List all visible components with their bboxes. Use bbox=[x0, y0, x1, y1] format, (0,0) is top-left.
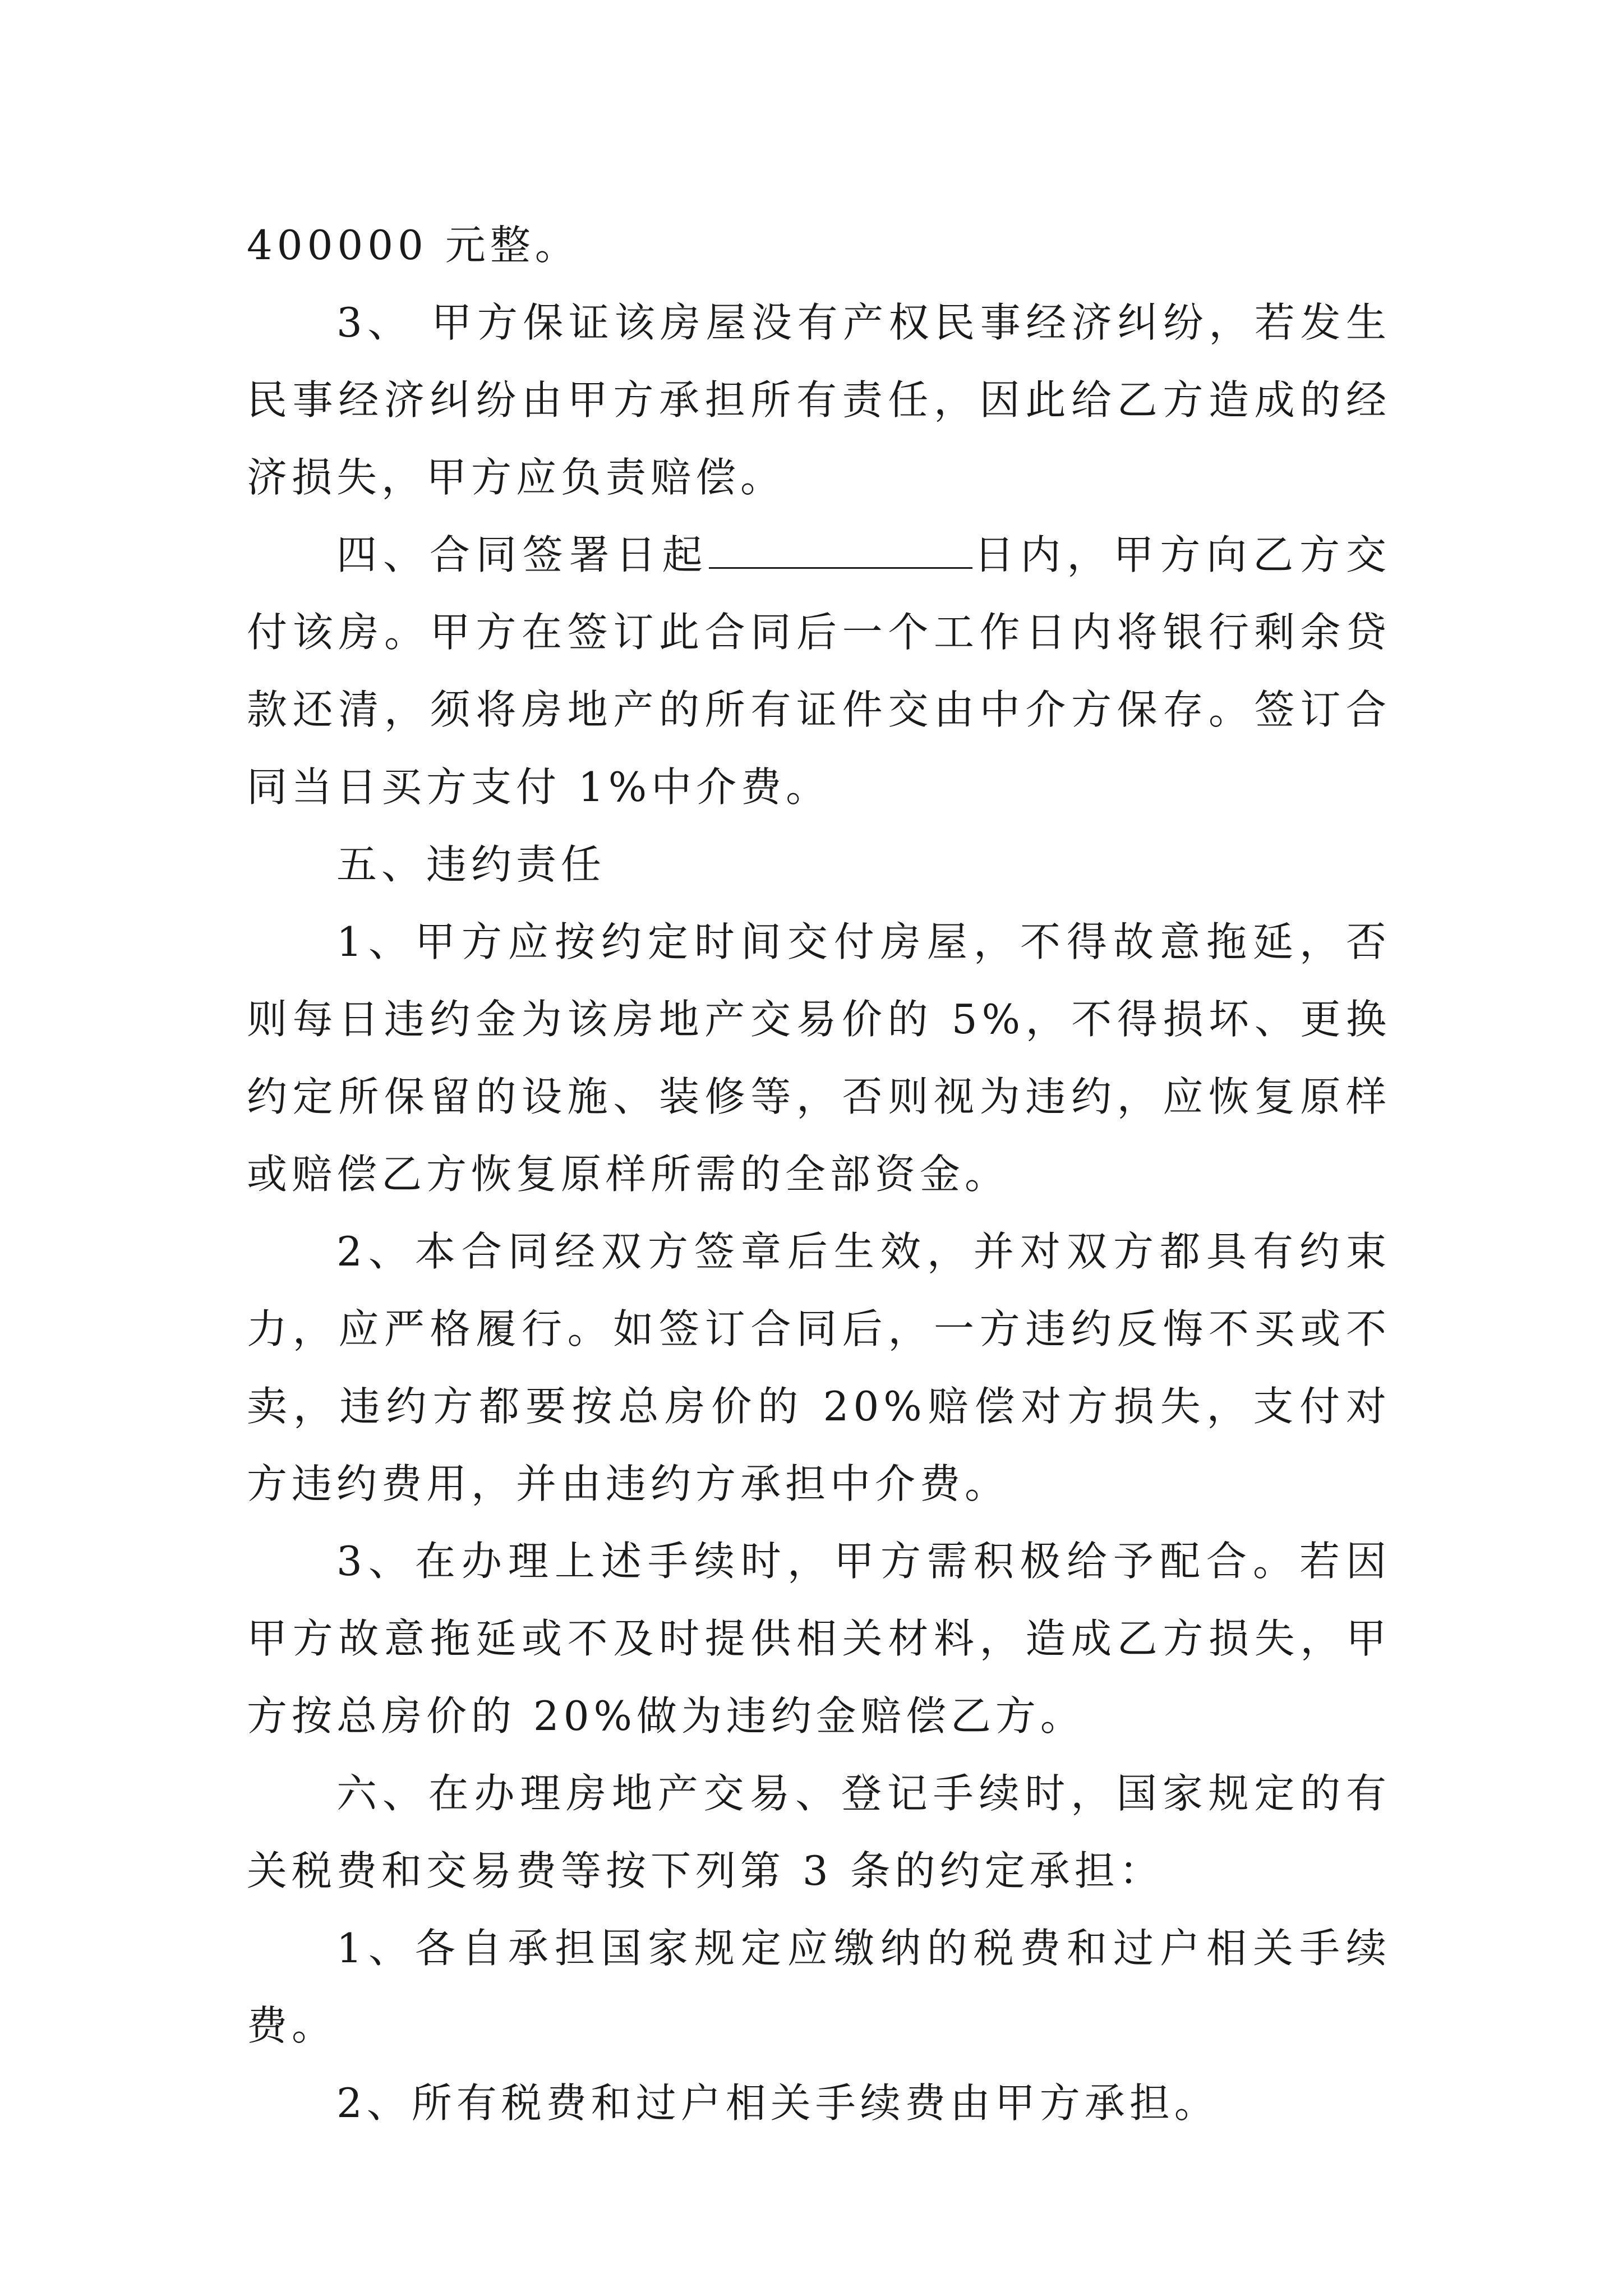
section-5-heading: 五、违约责任 bbox=[336, 841, 606, 888]
paragraph-section-6-fees: 六、在办理房地产交易、登记手续时，国家规定的有关税费和交易费等按下列第 3 条的约定承担： bbox=[247, 1770, 1391, 1894]
paragraph-fees-option-1: 1、各自承担国家规定应缴纳的税费和过户相关手续费。 bbox=[247, 1925, 1391, 2049]
delivery-text-before: 四、合同签署日起 bbox=[336, 531, 709, 578]
paragraph-breach-2: 2、本合同经双方签章后生效，并对双方都具有约束力，应严格履行。如签订合同后，一方违约反悔不买或不卖，违约方都要按总房价的 20%赔偿对方损失，支付对方违约费用，并由违约方承担中介费。 bbox=[247, 1228, 1391, 1507]
paragraph-breach-1: 1、甲方应按约定时间交付房屋，不得故意拖延，否则每日违约金为该房地产交易价的 5%，不得损坏、更换约定所保留的设施、装修等，否则视为违约，应恢复原样或赔偿乙方恢复原样所需的全部资金。 bbox=[247, 918, 1391, 1198]
paragraph-clause-3-dispute: 3、 甲方保证该房屋没有产权民事经济纠纷，若发生民事经济纠纷由甲方承担所有责任，因此给乙方造成的经济损失，甲方应负责赔偿。 bbox=[247, 299, 1391, 501]
delivery-text-after: 日内，甲方向乙方交付该房。甲方在签订此合同后一个工作日内将银行剩余贷款还清，须将房地产的所有证件交由中介方保存。签订合同当日买方支付 1%中介费。 bbox=[247, 531, 1391, 811]
document-body bbox=[247, 206, 1391, 2142]
paragraph-fees-option-2: 2、所有税费和过户相关手续费由甲方承担。 bbox=[336, 2079, 1219, 2127]
delivery-days-blank bbox=[709, 528, 972, 569]
paragraph-amount: 400000 元整。 bbox=[247, 222, 580, 269]
paragraph-section-4-delivery bbox=[247, 516, 1391, 826]
paragraph-breach-3: 3、在办理上述手续时，甲方需积极给予配合。若因甲方故意拖延或不及时提供相关材料，造成乙方损失，甲方按总房价的 20%做为违约金赔偿乙方。 bbox=[247, 1538, 1391, 1740]
